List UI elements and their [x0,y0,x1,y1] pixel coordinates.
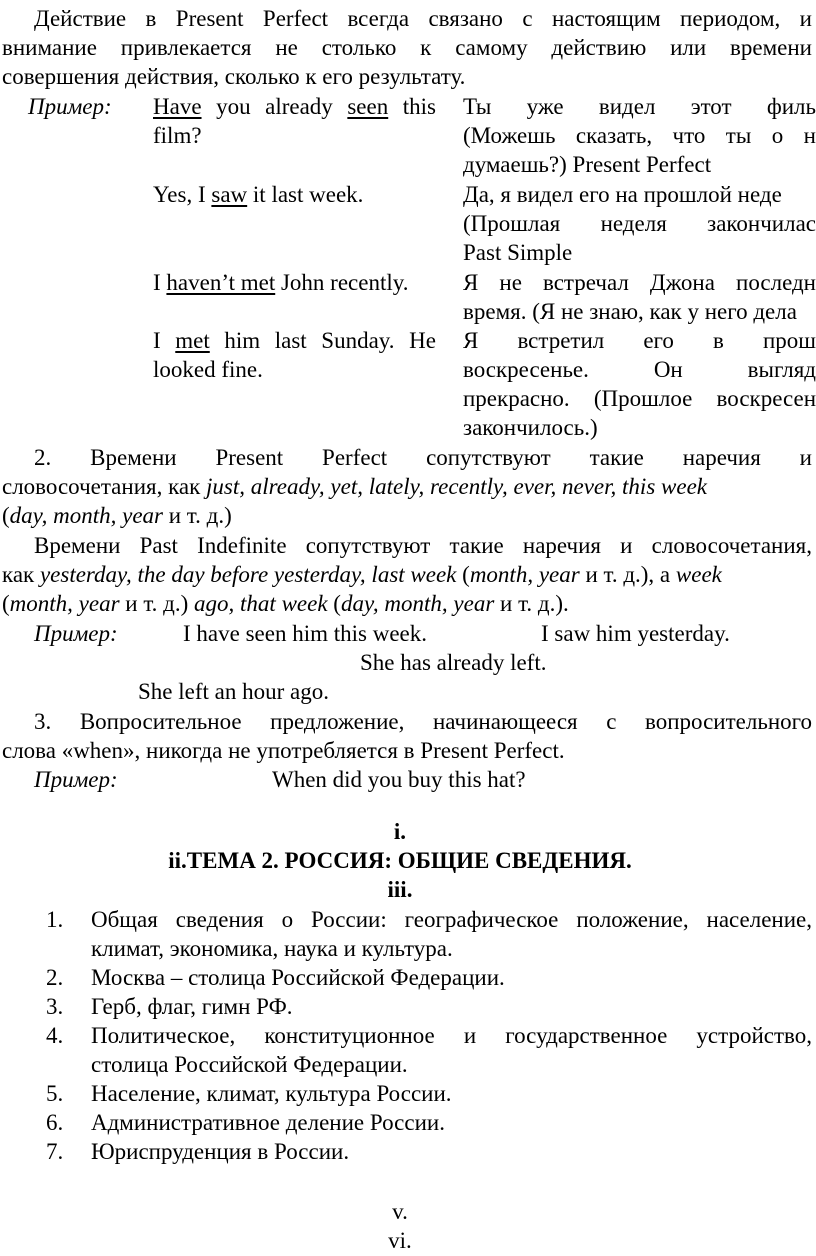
intro-line-1: Действие в Present Perfect всегда связано с настоящим периодом, и [34,6,812,31]
example-2-sentence-a: I have seen him this week. [183,621,427,646]
point-2-line-1: 2. Времени Present Perfect сопутствуют такие наречия и [34,445,812,470]
example-4-ru-line-2: воскресенье. Он выгляд [463,357,816,382]
example-2-sentence-d: She left an hour ago. [138,679,329,704]
example-2-ru-line-3: Past Simple [463,240,573,265]
footer-marker-vi: vi. [388,1228,412,1253]
list-item-7-number: 7. [46,1139,64,1164]
list-item-5-line-1: Население, климат, культура России. [91,1081,452,1106]
intro-line-2: внимание привлекается не столько к самому действию или времени [2,35,812,60]
list-item-4-line-2: столица Российской Федерации. [91,1052,408,1077]
point-3-line-1: 3. Вопросительное предложение, начинающееся с вопросительного [34,709,812,734]
example-label: Пример: [28,94,112,119]
past-line-2: как yesterday, the day before yesterday, last week (month, year и т. д.), а week [2,562,722,587]
list-item-4-number: 4. [46,1023,64,1048]
list-item-6-number: 6. [46,1110,64,1135]
example-3-ru-line-2: время. (Я не знаю, как у него дела [463,299,797,324]
example-1-ru-line-1: Ты уже видел этот филь [463,94,816,119]
example-2-en: Yes, I saw it last week. [153,182,364,207]
list-item-2-number: 2. [46,965,64,990]
list-item-6-line-1: Административное деление России. [91,1110,445,1135]
example-3-ru-line-1: Я не встречал Джона последн [463,270,816,295]
example-1-ru-line-2: (Можешь сказать, что ты о н [463,123,816,148]
list-item-3-line-1: Герб, флаг, гимн РФ. [91,994,293,1019]
intro-line-3: совершения действия, сколько к его результату. [2,64,466,89]
list-item-5-number: 5. [46,1081,64,1106]
example-3-sentence: When did you buy this hat? [272,767,526,792]
heading-marker-iii: iii. [387,877,413,902]
example-2-sentence-c: She has already left. [360,650,547,675]
list-item-1-line-2: климат, экономика, наука и культура. [91,936,453,961]
list-item-7-line-1: Юриспруденция в России. [91,1139,350,1164]
heading-marker-i: i. [393,819,407,844]
past-line-3: (month, year и т. д.) ago, that week (day, month, year и т. д.). [2,591,569,616]
example-4-ru-line-3: прекрасно. (Прошлое воскресен [463,386,816,411]
example-2-label: Пример: [34,621,118,646]
example-1-ru-line-3: думаешь?) Present Perfect [463,152,712,177]
list-item-2-line-1: Москва – столица Российской Федерации. [91,965,505,990]
point-2-line-3: (day, month, year и т. д.) [2,503,232,528]
example-4-ru-line-1: Я встретил его в прош [463,328,816,353]
example-4-ru-line-4: закончилось.) [463,415,598,440]
list-item-4-line-1: Политическое, конституционное и государственное устройство, [91,1023,812,1048]
example-2-sentence-b: I saw him yesterday. [541,621,730,646]
past-line-1: Времени Past Indefinite сопутствуют такие наречия и словосочетания, [34,533,812,558]
point-2-line-2: словосочетания, как just, already, yet, lately, recently, ever, never, this week [2,474,707,499]
example-1-en-line-2: film? [153,123,202,148]
list-item-3-number: 3. [46,994,64,1019]
example-1-en-line-1: Have you already seen this [153,94,436,119]
example-3-en: I haven’t met John recently. [153,270,409,295]
example-4-en-line-2: looked fine. [153,357,263,382]
footer-marker-v: v. [392,1199,408,1224]
list-item-1-line-1: Общая сведения о России: географическое положение, население, [91,907,812,932]
heading-title: ii.ТЕМА 2. РОССИЯ: ОБЩИЕ СВЕДЕНИЯ. [168,848,632,873]
example-3-label: Пример: [34,767,118,792]
example-4-en-line-1: I met him last Sunday. He [153,328,436,353]
point-3-line-2: слова «when», никогда не употребляется в Present Perfect. [2,738,565,763]
example-2-ru-line-1: Да, я видел его на прошлой неде [463,182,782,207]
list-item-1-number: 1. [46,907,64,932]
example-2-ru-line-2: (Прошлая неделя закончилас [463,211,816,236]
